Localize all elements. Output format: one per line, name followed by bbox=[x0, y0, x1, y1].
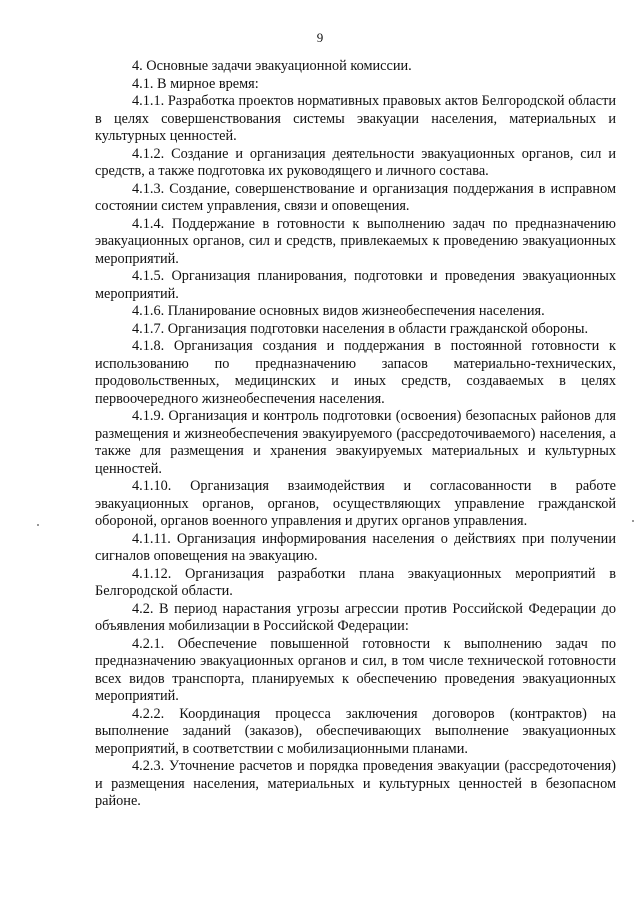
paragraph-4-1-8: 4.1.8. Организация создания и поддержания в постоянной готовности к использованию по предназначению запасов материально-технических, продовольственных, медицинских и иных средств, создаваемых в целях первоочередного жизнеобеспечения населения. bbox=[95, 338, 616, 407]
paragraph-4-1-4: 4.1.4. Поддержание в готовности к выполнению задач по предназначению эвакуационных органов, сил и средств, привлекаемых к проведению эвакуационных мероприятий. bbox=[95, 215, 616, 267]
paragraph-4-2: 4.2. В период нарастания угрозы агрессии против Российской Федерации до объявления мобилизации в Российской Федерации: bbox=[95, 600, 616, 634]
paragraph-4-2-2: 4.2.2. Координация процесса заключения договоров (контрактов) на выполнение заданий (заказов), обеспечивающих выполнение эвакуационных мероприятий, в соответствии с мобилизационными планами. bbox=[95, 705, 616, 757]
document-body bbox=[95, 58, 616, 811]
paragraph-4-1-7: 4.1.7. Организация подготовки населения в области гражданской обороны. bbox=[132, 320, 589, 337]
paragraph-4-1-10: 4.1.10. Организация взаимодействия и согласованности в работе эвакуационных органов, органов, осуществляющих управление гражданской обороной, органов военного управления и других органов управления. bbox=[95, 478, 616, 529]
paragraph-4-1-12: 4.1.12. Организация разработки плана эвакуационных мероприятий в Белгородской области. bbox=[95, 565, 616, 599]
paragraph-4-2-1: 4.2.1. Обеспечение повышенной готовности к выполнению задач по предназначению эвакуационных органов и сил, в том числе технической готовности всех видов транспорта, планируемых к обеспечению проведения эвакуационных мероприятий. bbox=[95, 635, 616, 704]
scan-speck bbox=[37, 524, 39, 526]
page-number: 9 bbox=[316, 30, 324, 45]
paragraph-4-1-3: 4.1.3. Создание, совершенствование и организация поддержания в исправном состоянии систем управления, связи и оповещения. bbox=[95, 180, 616, 214]
paragraph-4-1-6: 4.1.6. Планирование основных видов жизнеобеспечения населения. bbox=[132, 303, 545, 319]
paragraph-4-1-9: 4.1.9. Организация и контроль подготовки (освоения) безопасных районов для размещения и жизнеобеспечения эвакуируемого (рассредоточиваемого) населения, а также для размещения и хранения эвакуируемых материальных и культурных ценностей. bbox=[95, 408, 616, 477]
paragraph-4-2-3: 4.2.3. Уточнение расчетов и порядка проведения эвакуации (рассредоточения) и размещения населения, материальных и культурных ценностей в безопасном районе. bbox=[95, 758, 616, 809]
section-heading: 4. Основные задачи эвакуационной комиссии. bbox=[132, 58, 412, 74]
subsection-heading: 4.1. В мирное время: bbox=[132, 75, 259, 92]
paragraph-4-1-11: 4.1.11. Организация информирования населения о действиях при получении сигналов оповещения на эвакуацию. bbox=[95, 530, 616, 564]
paragraph-4-1-1: 4.1.1. Разработка проектов нормативных правовых актов Белгородской области в целях совершенствования системы эвакуации населения, материальных и культурных ценностей. bbox=[95, 93, 616, 144]
paragraph-4-1-2: 4.1.2. Создание и организация деятельности эвакуационных органов, сил и средств, а также подготовка их руководящего и личного состава. bbox=[95, 145, 616, 179]
paragraph-4-1-5: 4.1.5. Организация планирования, подготовки и проведения эвакуационных мероприятий. bbox=[95, 268, 616, 302]
scan-speck bbox=[632, 520, 634, 522]
